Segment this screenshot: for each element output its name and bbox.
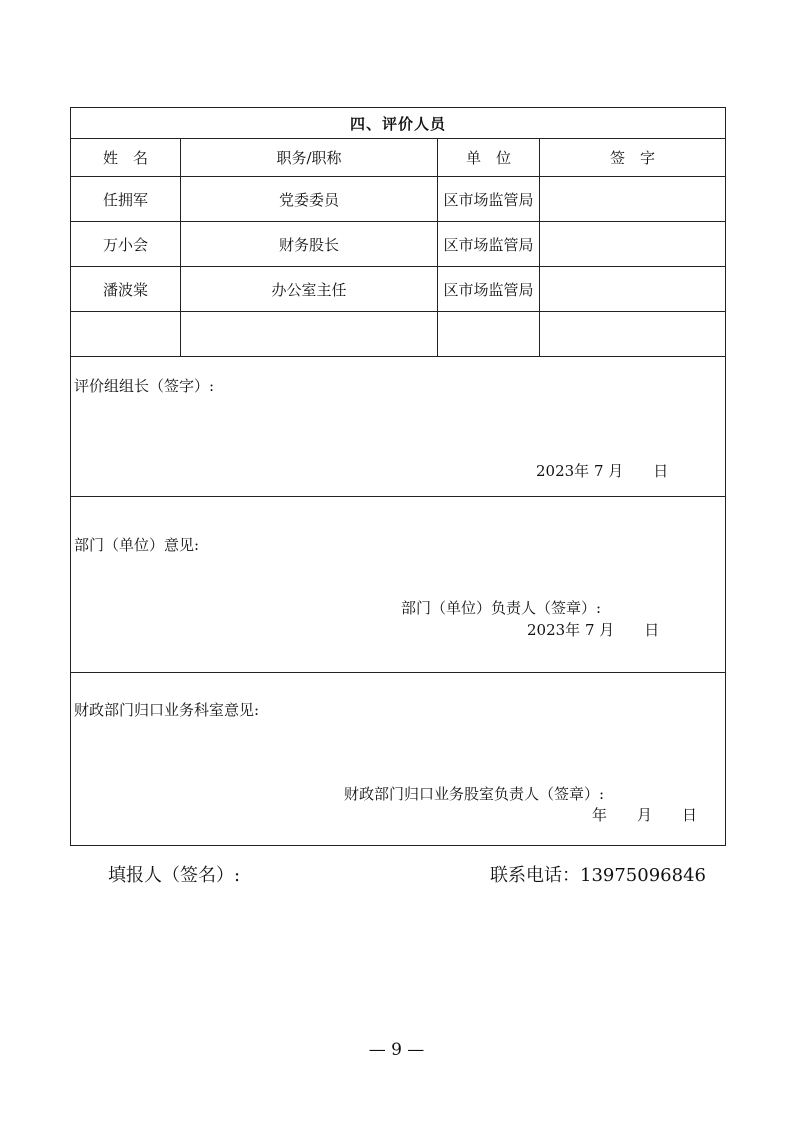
- table-row: [71, 312, 726, 357]
- section-title: 四、评价人员: [71, 108, 726, 139]
- cell-position: 党委委员: [181, 177, 438, 222]
- leader-date: 2023年 7 月 日: [536, 462, 669, 480]
- cell-position: 办公室主任: [181, 267, 438, 312]
- department-signer: 部门（单位）负责人（签章）:: [401, 599, 602, 617]
- cell-unit: 区市场监管局: [438, 267, 540, 312]
- cell-position[interactable]: [181, 312, 438, 357]
- cell-unit[interactable]: [438, 312, 540, 357]
- cell-signature[interactable]: [540, 267, 726, 312]
- table-row: [71, 177, 726, 222]
- cell-position: 财务股长: [181, 222, 438, 267]
- header-position: 职务/职称: [181, 139, 438, 177]
- cell-signature[interactable]: [540, 312, 726, 357]
- department-opinion-box[interactable]: [71, 497, 726, 673]
- finance-signer: 财政部门归口业务股室负责人（签章）:: [344, 785, 605, 803]
- cell-unit: 区市场监管局: [438, 177, 540, 222]
- cell-signature[interactable]: [540, 222, 726, 267]
- table-row: [71, 222, 726, 267]
- page-number: — 9 —: [368, 1040, 425, 1060]
- finance-label: 财政部门归口业务科室意见:: [74, 701, 260, 719]
- finance-date: 年 月 日: [592, 806, 698, 824]
- department-date: 2023年 7 月 日: [527, 621, 660, 639]
- finance-opinion-box[interactable]: [71, 673, 726, 846]
- header-signature: 签 字: [540, 139, 726, 177]
- cell-name: 任拥军: [71, 177, 181, 222]
- header-unit: 单 位: [438, 139, 540, 177]
- cell-signature[interactable]: [540, 177, 726, 222]
- table-row: [71, 267, 726, 312]
- cell-unit: 区市场监管局: [438, 222, 540, 267]
- cell-name: 万小会: [71, 222, 181, 267]
- filler-signature: 填报人（签名）:: [108, 865, 241, 886]
- evaluation-personnel-table: [70, 107, 726, 846]
- department-label: 部门（单位）意见:: [74, 536, 200, 554]
- cell-name: 潘波棠: [71, 267, 181, 312]
- cell-name[interactable]: [71, 312, 181, 357]
- contact-phone: 联系电话：13975096846: [490, 865, 706, 886]
- leader-signature-box[interactable]: [71, 357, 726, 497]
- leader-label: 评价组组长（签字）:: [74, 377, 215, 395]
- table-header-row: [71, 139, 726, 177]
- header-name: 姓 名: [71, 139, 181, 177]
